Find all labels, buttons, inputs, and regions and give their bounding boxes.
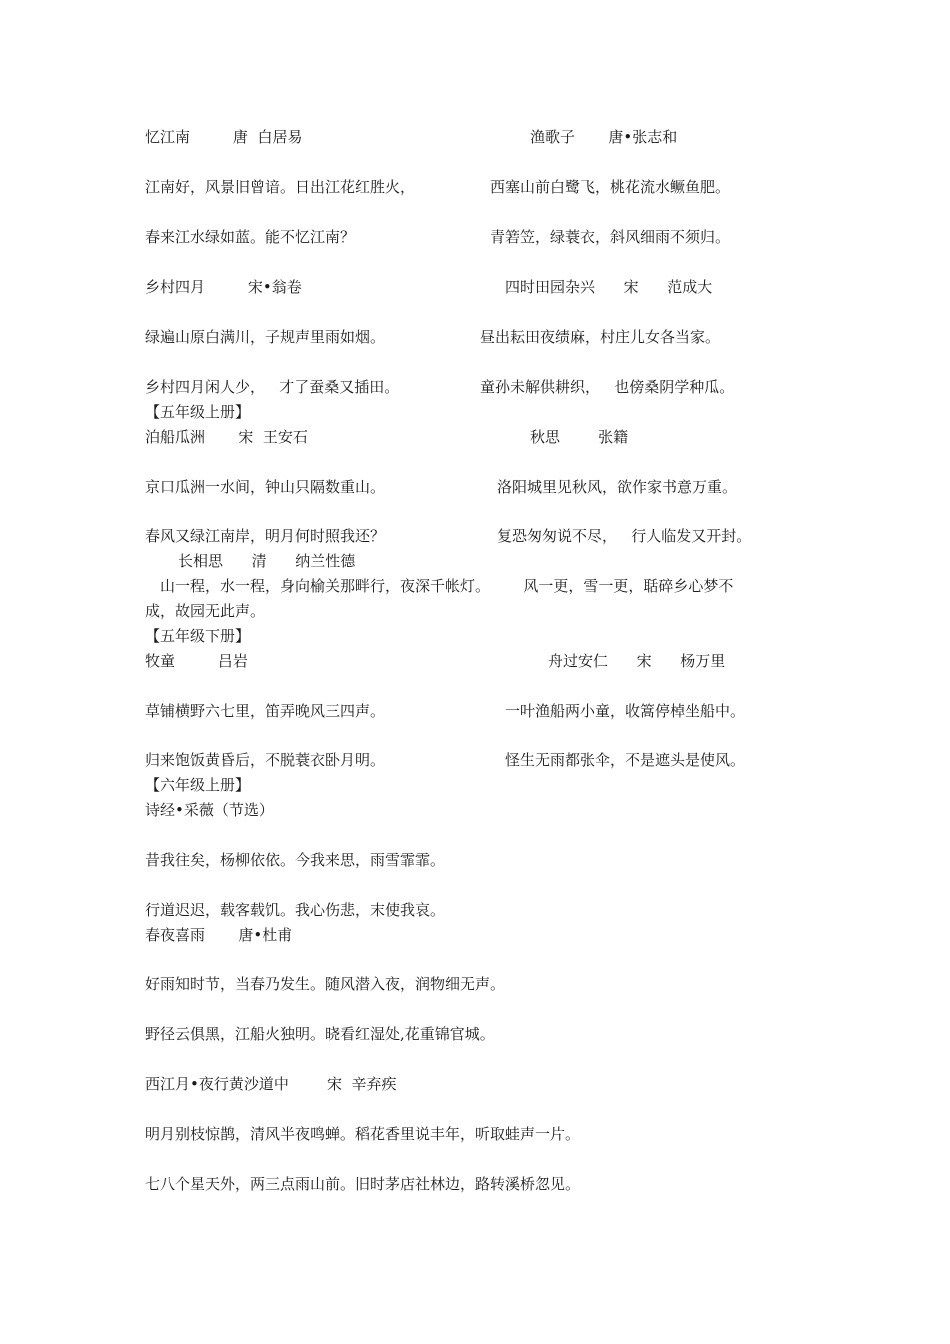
poem-title-mutong: 牧童 吕岩 bbox=[145, 652, 248, 670]
poem-line: 明月别枝惊鹊，清风半夜鸣蝉。稻花香里说丰年，听取蛙声一片。 bbox=[145, 1125, 581, 1143]
section-heading-grade5-vol1: 【五年级上册】 bbox=[145, 403, 251, 421]
poem-line: 昔我往矣，杨柳依依。今我来思，雨雪霏霏。 bbox=[145, 851, 446, 869]
poem-line: 行道迟迟，载客载饥。我心伤悲，末使我哀。 bbox=[145, 901, 446, 919]
poem-line: 复恐匆匆说不尽， 行人临发又开封。 bbox=[497, 527, 752, 545]
poem-title-xijiangyue: 西江月•夜行黄沙道中 宋 辛弃疾 bbox=[145, 1075, 397, 1093]
poem-line: 童孙未解供耕织， 也傍桑阴学种瓜。 bbox=[480, 378, 735, 396]
poem-title-bochuanguazhou: 泊船瓜洲 宋 王安石 bbox=[145, 428, 308, 446]
poem-line: 绿遍山原白满川，子规声里雨如烟。 bbox=[145, 328, 386, 346]
poem-line: 青箬笠，绿蓑衣，斜风细雨不须归。 bbox=[490, 228, 731, 246]
poem-title-chunyexiyu: 春夜喜雨 唐•杜甫 bbox=[145, 926, 293, 944]
poem-title-qiusi: 秋思 张籍 bbox=[530, 428, 629, 446]
poem-title-zhouguoanren: 舟过安仁 宋 杨万里 bbox=[548, 652, 726, 670]
poem-title-sishitianyuan: 四时田园杂兴 宋 范成大 bbox=[505, 278, 713, 296]
poem-line: 乡村四月闲人少， 才了蚕桑又插田。 bbox=[145, 378, 400, 396]
section-heading-grade6-vol1: 【六年级上册】 bbox=[145, 776, 251, 794]
poem-line: 洛阳城里见秋风，欲作家书意万重。 bbox=[497, 478, 738, 496]
poem-title-yugezi: 渔歌子 唐•张志和 bbox=[530, 128, 678, 146]
poem-line: 归来饱饭黄昏后，不脱蓑衣卧月明。 bbox=[145, 751, 386, 769]
poem-title-xiangcunsiyue: 乡村四月 宋•翁卷 bbox=[145, 278, 302, 296]
poem-line: 野径云俱黑，江船火独明。晓看红湿处,花重锦官城。 bbox=[145, 1025, 495, 1043]
poem-title-changxiangsi: 长相思 清 纳兰性德 bbox=[178, 552, 356, 570]
poem-line: 成，故园无此声。 bbox=[145, 602, 266, 620]
poem-line: 江南好，风景旧曾谙。日出江花红胜火， bbox=[145, 178, 416, 196]
poem-line: 草铺横野六七里，笛弄晚风三四声。 bbox=[145, 702, 386, 720]
poem-title-caiwei: 诗经•采薇（节选） bbox=[145, 801, 274, 819]
poem-line: 山一程，水一程，身向榆关那畔行，夜深千帐灯。 风一更，雪一更，聒碎乡心梦不 bbox=[160, 577, 734, 595]
poem-line: 西塞山前白鹭飞，桃花流水鳜鱼肥。 bbox=[490, 178, 731, 196]
poem-line: 春风又绿江南岸，明月何时照我还？ bbox=[145, 527, 386, 545]
poem-line: 春来江水绿如蓝。能不忆江南？ bbox=[145, 228, 356, 246]
poem-line: 一叶渔船两小童，收篙停棹坐船中。 bbox=[505, 702, 746, 720]
poem-line: 好雨知时节，当春乃发生。随风潜入夜，润物细无声。 bbox=[145, 975, 506, 993]
section-heading-grade5-vol2: 【五年级下册】 bbox=[145, 627, 251, 645]
poem-line: 七八个星天外，两三点雨山前。旧时茅店社林边，路转溪桥忽见。 bbox=[145, 1175, 581, 1193]
poem-title-yijiangnan: 忆江南 唐 白居易 bbox=[145, 128, 303, 146]
poem-line: 昼出耘田夜绩麻，村庄儿女各当家。 bbox=[480, 328, 721, 346]
poem-line: 京口瓜洲一水间，钟山只隔数重山。 bbox=[145, 478, 386, 496]
poem-line: 怪生无雨都张伞，不是遮头是使风。 bbox=[505, 751, 746, 769]
